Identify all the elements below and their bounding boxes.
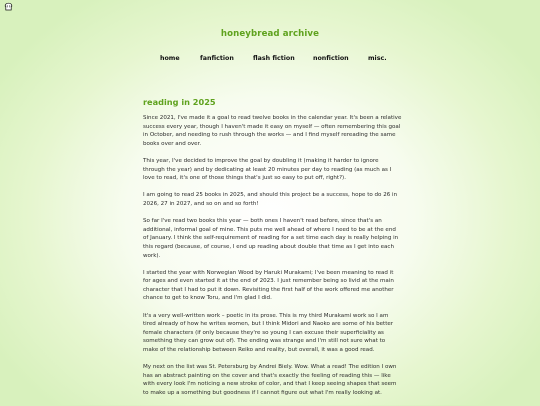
post-paragraph: Since 2021, I've made it a goal to read twelve books in the calendar year. It's been a relative success every year, though I haven't made it easy on myself — often remembering this goal in October, and needing to rush through the works — and I find myself rereading the same books over and over. — [143, 115, 402, 147]
post-paragraph: This year, I've decided to improve the goal by doubling it (making it harder to ignore through the year) and by dedicating at least 20 minutes per day to reading (as much as I love to read, it's one of those things that's just so easy to put off, right?). — [143, 157, 392, 182]
post-title: reading in 2025 — [143, 97, 216, 107]
main-nav — [0, 55, 540, 65]
post-paragraph: It's a very well-written work – poetic in its prose. This is my third Murakami work so I am tired already of how he writes women, but I think Midori and Naoko are some of his better female characters (if only because they're so young I can excuse their superficiality as something they can grow out of). The ending was strange and I'm still not sure what to make of the relationship between Reiko and reality, but overall, it was a good read. — [143, 312, 394, 354]
post-paragraph: So far I've read two books this year — both ones I haven't read before, since that's an additional, informal goal of mine. This puts me well ahead of where I need to be at the end of January. I think the self-requirement of reading for a set time each day is really helping in this regard (because, of course, I end up reading about double that time as I get into each work). — [143, 218, 399, 259]
post-paragraph: I am going to read 25 books in 2025, and should this project be a success, hope to do 26 in 2026, 27 in 2027, and so on and so forth! — [143, 192, 398, 207]
post-paragraph: I started the year with Norwegian Wood by Haruki Murakami; I've been meaning to read it for ages and even started it at the end of 2023. I just remember being so livid at the main character that I had to put it down. Revisiting the first half of the work offered me another chance to get to know Toru, and I'm glad I did. — [143, 269, 394, 302]
nav-link-nonfiction[interactable]: nonfiction — [313, 55, 349, 62]
nav-link-misc[interactable]: misc. — [368, 55, 387, 62]
nav-link-home[interactable]: home — [160, 55, 180, 62]
post-body — [143, 114, 402, 406]
post-paragraph: My next on the list was St. Petersburg by Andrei Biely. Wow. What a read! The edition I own has an abstract painting on the cover and that's exactly the feeling of reading this — like with every look I'm noticing a new stroke of color, and that I keep seeing shapes that seem to make up a something but goodness if I cannot figure out what I'm really looking at. — [143, 364, 397, 396]
nav-link-fanfiction[interactable]: fanfiction — [200, 55, 234, 62]
nav-link-flash-fiction[interactable]: flash fiction — [253, 55, 295, 62]
bread-loaf-icon — [4, 2, 13, 11]
site-title[interactable]: honeybread archive — [220, 29, 320, 39]
